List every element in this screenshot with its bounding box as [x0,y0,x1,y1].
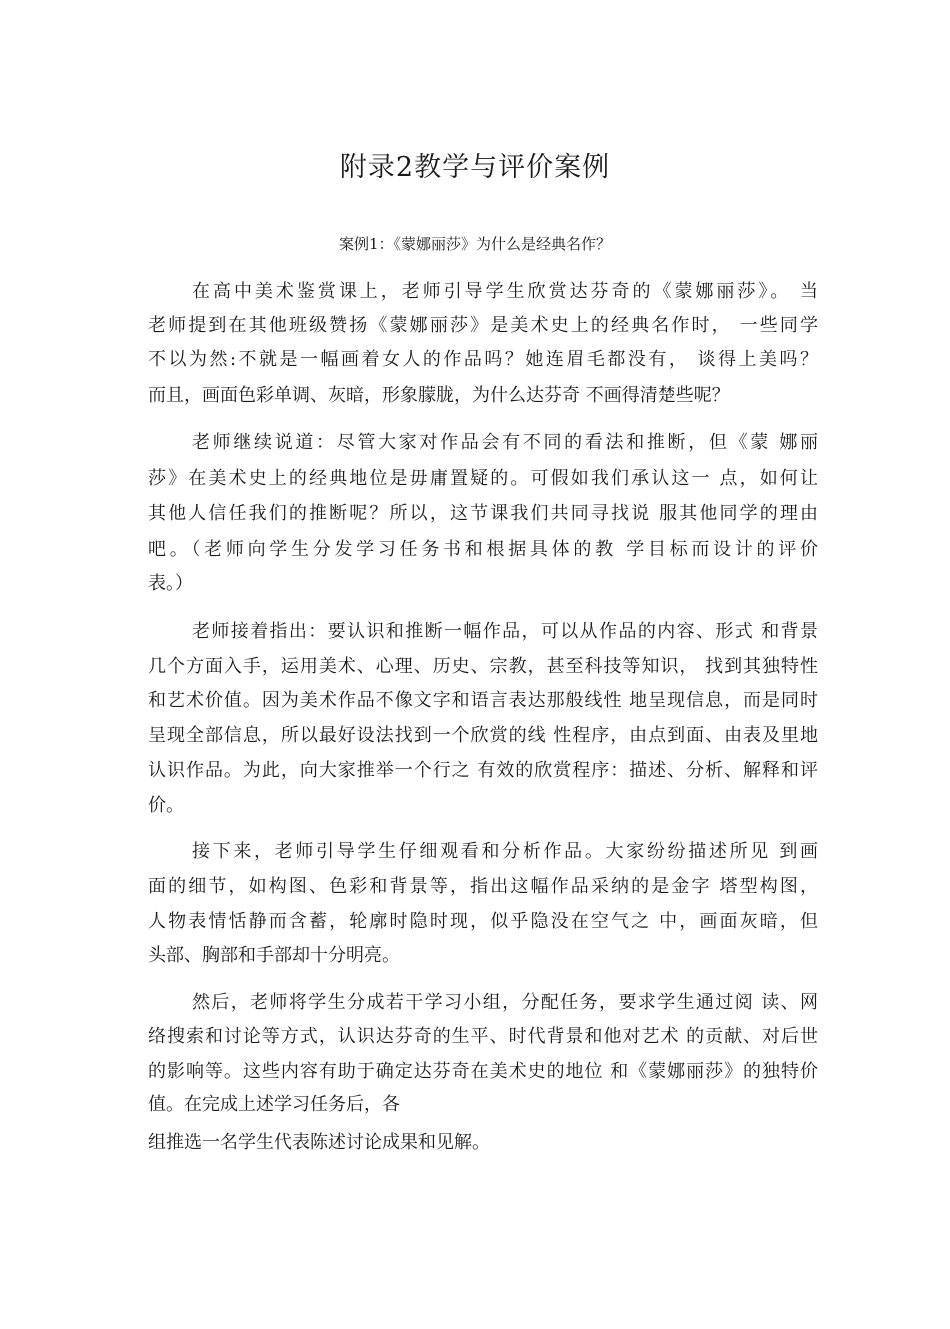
paragraph-line: 和艺术价值。因为美术作品不像文字和语言表达那般线性 地呈现信息，而是同时 [148,690,818,711]
paragraph-line: 莎》在美术史上的经典地位是毋庸置疑的。可假如我们承认这一 点，如何让 [148,468,818,489]
paragraph-line: 头部、胸部和手部却十分明亮。 [148,945,400,966]
paragraph-line: 老师提到在其他班级赞扬《蒙娜丽莎》是美术史上的经典名作时， 一些同学 [148,315,818,336]
paragraph-line: 老师接着指出：要认识和推断一幅作品，可以从作品的内容、形式 和背景 [192,621,818,642]
page-title: 附录2教学与评价案例 [339,152,611,183]
paragraph-line: 认识作品。为此，向大家推举一个行之 有效的欣赏程序：描述、分析、解释和评 [148,760,818,781]
paragraph-line: 人物表情恬静而含蓄，轮廓时隐时现，似乎隐没在空气之 中，画面灰暗，但 [148,911,818,932]
paragraph-line: 的影响等。这些内容有助于确定达芬奇在美术史的地位 和《蒙娜丽莎》的独特价 [148,1061,818,1082]
case-heading: 案例1：《蒙娜丽莎》为什么是经典名作？ [338,235,612,253]
paragraph-line: 几个方面入手，运用美术、心理、历史、宗教，甚至科技等知识， 找到其独特性 [148,656,818,677]
paragraph-line: 呈现全部信息，所以最好设法找到一个欣赏的线 性程序，由点到面、由表及里地 [148,725,818,746]
paragraph-line: 而且，画面色彩单调、灰暗，形象朦胧，为什么达芬奇 不画得清楚些呢？ [148,385,730,406]
paragraph-line: 价。 [148,795,184,816]
paragraph-line: 面的细节，如构图、色彩和背景等，指出这幅作品采纳的是金字 塔型构图， [148,876,818,897]
paragraph-line: 组推选一名学生代表陈述讨论成果和见解。 [148,1132,490,1153]
paragraph-line: 然后，老师将学生分成若干学习小组，分配任务，要求学生通过阅 读、网 [192,992,818,1013]
paragraph-line: 络搜索和讨论等方式，认识达芬奇的生平、时代背景和他对艺术 的贡献、对后世 [148,1026,818,1047]
paragraph-line: 表。） [148,573,193,594]
paragraph-line: 老师继续说道：尽管大家对作品会有不同的看法和推断，但《蒙 娜丽 [192,432,818,453]
paragraph-line: 不以为然:不就是一幅画着女人的作品吗？她连眉毛都没有， 谈得上美吗？ [148,349,818,370]
paragraph-line: 其他人信任我们的推断呢？所以，这节课我们共同寻找说 服其他同学的理由 [148,503,818,524]
paragraph-line: 在高中美术鉴赏课上，老师引导学生欣赏达芬奇的《蒙娜丽莎》。 当 [192,281,818,302]
paragraph-line: 吧。（老师向学生分发学习任务书和根据具体的教 学目标而设计的评价 [148,539,818,560]
paragraph-line: 值。在完成上述学习任务后，各 [148,1094,400,1115]
paragraph-line: 接下来，老师引导学生仔细观看和分析作品。大家纷纷描述所见 到画 [192,841,818,862]
